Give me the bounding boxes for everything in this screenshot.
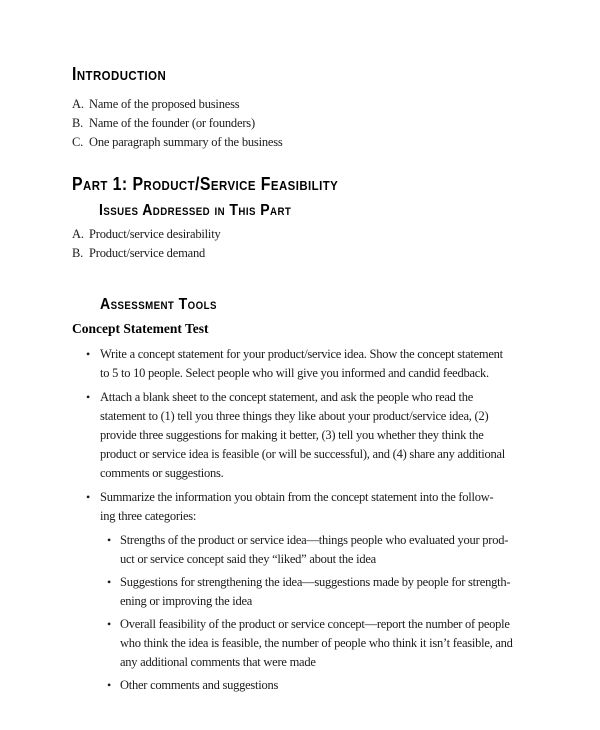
list-item xyxy=(72,95,283,114)
list-item-letter: B. xyxy=(72,116,84,130)
bullet-icon: • xyxy=(107,533,111,547)
text-line: ening or improving the idea xyxy=(120,594,253,608)
text-line: Summarize the information you obtain from the concept statement into the follow- xyxy=(100,490,494,504)
bullet-icon: • xyxy=(107,617,111,631)
bullet-text xyxy=(120,573,510,611)
bullet-icon: • xyxy=(107,575,111,589)
text-line: any additional comments that were made xyxy=(120,655,316,669)
sub-bullet-item xyxy=(107,573,513,611)
list-item xyxy=(72,225,221,244)
bullet-text xyxy=(100,345,503,383)
bullet-text xyxy=(120,676,278,695)
bullet-text xyxy=(100,488,493,526)
text-line: who think the idea is feasible, the number of people who think it isn’t feasible, and xyxy=(120,636,513,650)
sub-bullet-item xyxy=(107,615,513,672)
list-item-text: Product/service demand xyxy=(89,246,206,260)
sub-bullet-item xyxy=(107,676,513,695)
bullet-text xyxy=(120,531,508,569)
list-item xyxy=(72,244,221,263)
heading-assessment-tools: Assessment Tools xyxy=(100,296,217,313)
bullet-item xyxy=(86,388,513,483)
assessment-sub-bullet-list xyxy=(86,531,513,695)
bullet-text xyxy=(100,388,505,483)
sub-bullet-item xyxy=(107,531,513,569)
list-item-letter: C. xyxy=(72,135,84,149)
text-line: Other comments and suggestions xyxy=(120,678,279,692)
bullet-icon: • xyxy=(86,390,90,404)
assessment-bullet-list xyxy=(86,345,513,699)
list-item-text: Product/service desirability xyxy=(89,227,221,241)
list-item-letter: A. xyxy=(72,227,84,241)
heading-introduction: Introduction xyxy=(72,64,167,84)
heading-issues-addressed: Issues Addressed in This Part xyxy=(99,202,292,219)
list-item-letter: B. xyxy=(72,246,84,260)
bullet-text xyxy=(120,615,513,672)
bullet-item xyxy=(86,488,513,526)
text-line: provide three suggestions for making it better, (3) tell you whether they think the xyxy=(100,428,484,442)
text-line: ing three categories: xyxy=(100,509,197,523)
text-line: Overall feasibility of the product or service concept—report the number of people xyxy=(120,617,510,631)
text-line: Attach a blank sheet to the concept statement, and ask the people who read the xyxy=(100,390,474,404)
list-item xyxy=(72,133,283,152)
list-item-text: One paragraph summary of the business xyxy=(89,135,283,149)
text-line: statement to (1) tell you three things they like about your product/service idea, (2) xyxy=(100,409,489,423)
text-line: uct or service concept said they “liked” about the idea xyxy=(120,552,376,566)
text-line: Suggestions for strengthening the idea—suggestions made by people for strength- xyxy=(120,575,511,589)
text-line: Write a concept statement for your product/service idea. Show the concept statement xyxy=(100,347,503,361)
bullet-icon: • xyxy=(86,490,90,504)
text-line: Strengths of the product or service idea—things people who evaluated your prod- xyxy=(120,533,509,547)
text-line: to 5 to 10 people. Select people who will give you informed and candid feedback. xyxy=(100,366,489,380)
heading-concept-statement-test: Concept Statement Test xyxy=(72,321,209,336)
text-line: comments or suggestions. xyxy=(100,466,224,480)
list-item xyxy=(72,114,283,133)
introduction-list xyxy=(72,95,283,152)
part1-list xyxy=(72,225,221,263)
bullet-item xyxy=(86,345,513,383)
bullet-icon: • xyxy=(86,347,90,361)
list-item-letter: A. xyxy=(72,97,84,111)
list-item-text: Name of the proposed business xyxy=(89,97,240,111)
heading-part1: Part 1: Product/Service Feasibility xyxy=(72,174,339,194)
list-item-text: Name of the founder (or founders) xyxy=(89,116,255,130)
text-line: product or service idea is feasible (or will be successful), and (4) share any additional xyxy=(100,447,506,461)
bullet-icon: • xyxy=(107,678,111,692)
